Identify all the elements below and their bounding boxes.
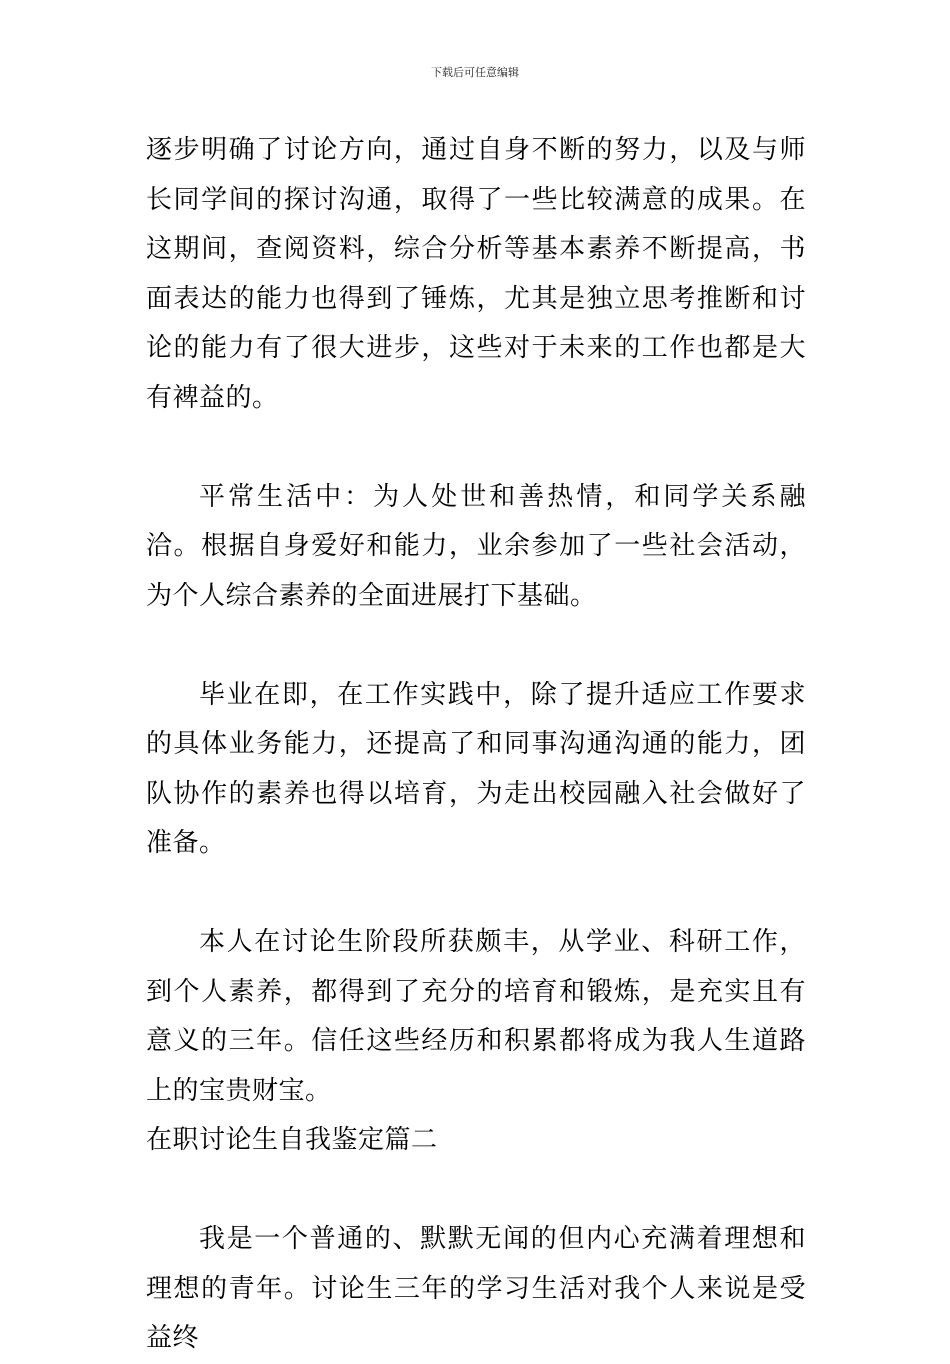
paragraph-2: 平常生活中：为人处世和善热情，和同学关系融洽。根据自身爱好和能力，业余参加了一些社会活动，为个人综合素养的全面进展打下基础。 xyxy=(146,481,806,611)
paragraph-gap xyxy=(146,423,806,473)
paragraph-gap xyxy=(146,621,806,671)
paragraph-gap xyxy=(146,1166,806,1216)
document-body xyxy=(146,126,806,1364)
paragraph-3: 毕业在即，在工作实践中，除了提升适应工作要求的具体业务能力，还提高了和同事沟通沟通的能力，团队协作的素养也得以培育，为走出校园融入社会做好了准备。 xyxy=(146,679,806,858)
paragraph-1: 逐步明确了讨论方向，通过自身不断的努力，以及与师长同学间的探讨沟通，取得了一些比较满意的成果。在这期间，查阅资料，综合分析等基本素养不断提高，书面表达的能力也得到了锤炼，尤其是独立思考推断和讨论的能力有了很大进步，这些对于未来的工作也都是大有裨益的。 xyxy=(146,135,806,413)
paragraph-gap xyxy=(146,869,806,919)
paragraph-4: 本人在讨论生阶段所获颇丰，从学业、科研工作，到个人素养，都得到了充分的培育和锻炼，是充实且有意义的三年。信任这些经历和积累都将成为我人生道路上的宝贵财宝。 xyxy=(146,927,806,1106)
paragraph-5: 我是一个普通的、默默无闻的但内心充满着理想和理想的青年。讨论生三年的学习生活对我个人来说是受益终 xyxy=(146,1224,806,1353)
page-header: 下载后可任意编辑 xyxy=(431,66,519,79)
section-heading: 在职讨论生自我鉴定篇二 xyxy=(146,1125,438,1155)
